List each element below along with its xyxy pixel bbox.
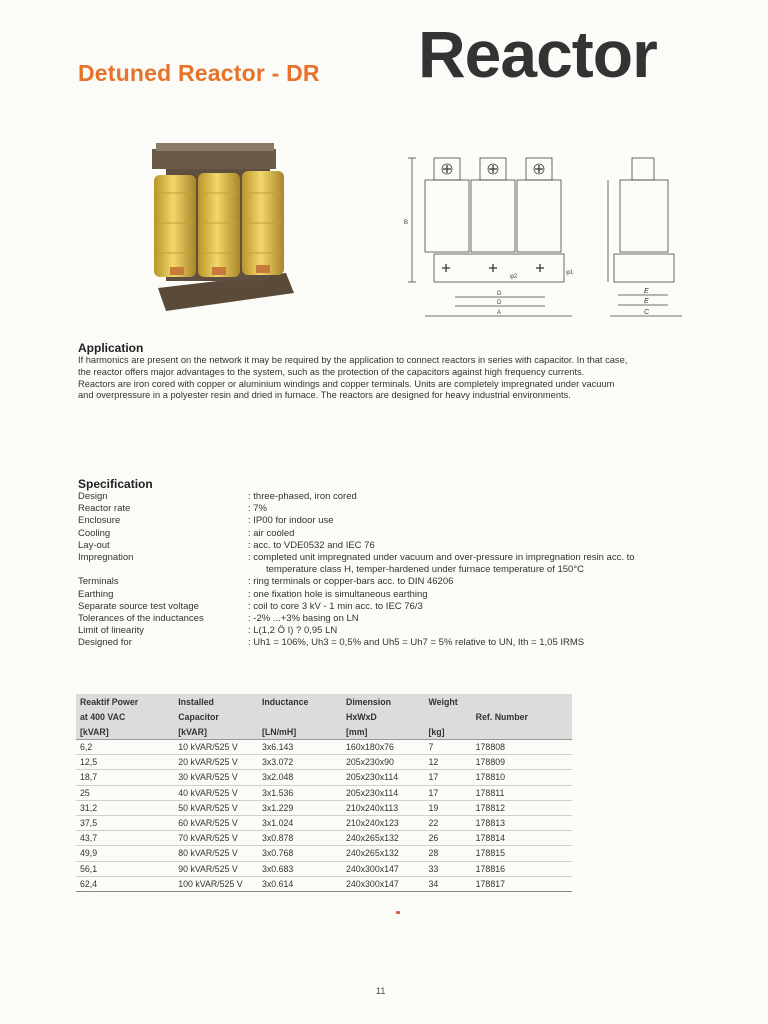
table-header-cell: [mm] xyxy=(342,724,425,740)
table-cell: 33 xyxy=(424,861,471,876)
table-cell: 22 xyxy=(424,815,471,830)
spec-row xyxy=(78,515,698,527)
table-cell: 205x230x114 xyxy=(342,770,425,785)
spec-value-text: : ring terminals or copper-bars acc. to DIN 46206 xyxy=(248,576,454,588)
table-cell: 3x0.768 xyxy=(258,846,342,861)
table-cell: 56,1 xyxy=(76,861,174,876)
table-cell: 26 xyxy=(424,831,471,846)
table-cell: 3x1.536 xyxy=(258,785,342,800)
product-table xyxy=(76,694,572,892)
spec-value xyxy=(248,515,698,527)
spec-label: Separate source test voltage xyxy=(78,600,199,612)
spec-value-text: : acc. to VDE0532 and IEC 76 xyxy=(248,539,375,551)
spec-value xyxy=(248,503,698,515)
dim-d-label: D xyxy=(497,291,502,297)
spec-value xyxy=(248,540,698,552)
spec-label: Enclosure xyxy=(78,515,121,527)
table-row xyxy=(76,755,572,770)
table-cell: 178811 xyxy=(472,785,572,800)
spec-value-text: : coil to core 3 kV - 1 min acc. to IEC 76/3 xyxy=(248,600,423,612)
table-header-cell xyxy=(472,724,572,740)
table-cell: 28 xyxy=(424,846,471,861)
spec-label: Design xyxy=(78,491,108,502)
table-header-row xyxy=(76,709,572,724)
table-cell: 30 kVAR/525 V xyxy=(174,770,258,785)
spec-row xyxy=(78,576,698,588)
spec-row xyxy=(78,589,698,601)
table-cell: 178809 xyxy=(472,755,572,770)
front-view-drawing xyxy=(400,150,580,325)
table-cell: 20 kVAR/525 V xyxy=(174,755,258,770)
table-row xyxy=(76,846,572,861)
table-header-row xyxy=(76,694,572,709)
table-row xyxy=(76,800,572,815)
spec-row xyxy=(78,613,698,625)
table-cell: 205x230x90 xyxy=(342,755,425,770)
spec-value-text: : 7% xyxy=(248,503,268,515)
table-cell: 50 kVAR/525 V xyxy=(174,800,258,815)
spec-value-text: : one fixation hole is simultaneous earthing xyxy=(248,588,428,600)
table-row xyxy=(76,740,572,755)
spec-value xyxy=(248,613,698,625)
table-header-cell: [kVAR] xyxy=(174,724,258,740)
table-row xyxy=(76,770,572,785)
spec-value xyxy=(248,552,698,576)
dim-e2-label: E xyxy=(644,298,649,305)
table-cell: 3x3.072 xyxy=(258,755,342,770)
table-header-cell: Inductance xyxy=(258,694,342,709)
dim-d2-label: D xyxy=(497,300,502,306)
application-line: If harmonics are present on the network it may be required by the application to connect reactors in series with capacitor. In that case, xyxy=(78,355,628,365)
table-row xyxy=(76,831,572,846)
dim-a-label: A xyxy=(497,310,502,316)
application-heading: Application xyxy=(78,341,144,355)
table-header-row xyxy=(76,724,572,740)
spec-value-text: : completed unit impregnated under vacuum and over-pressure in impregnation resin acc. to xyxy=(248,552,635,564)
table-header-cell: [LN/mH] xyxy=(258,724,342,740)
spec-value-text: : L(1,2 Ö I) ? 0,95 LN xyxy=(248,625,338,637)
application-line: Reactors are iron cored with copper or aluminium windings and copper terminals. Units are completely impregnated under vacuum xyxy=(78,378,615,389)
spec-row xyxy=(78,637,698,649)
table-cell: 3x1.229 xyxy=(258,800,342,815)
spec-value-continuation: temperature class H, temper-hardened under furnace temperature of 150°C xyxy=(266,564,584,576)
table-header-cell: Ref. Number xyxy=(472,709,572,724)
application-line: the reactor offers major advantages to the system, such as the protection of the capacitors against high frequency currents. xyxy=(78,366,585,377)
application-line: and overpressure in a polyester resin and dried in furnace. The reactors are designed for heavy industrial environments. xyxy=(78,390,571,401)
table-row xyxy=(76,861,572,876)
spec-value xyxy=(248,528,698,540)
table-cell: 240x265x132 xyxy=(342,846,425,861)
coil-left xyxy=(154,175,196,277)
table-cell: 12 xyxy=(424,755,471,770)
table-cell: 17 xyxy=(424,770,471,785)
spec-label: Earthing xyxy=(78,588,114,600)
spec-label: Designed for xyxy=(78,637,132,649)
table-cell: 31,2 xyxy=(76,800,174,815)
table-cell: 40 kVAR/525 V xyxy=(174,785,258,800)
table-header-cell: Weight xyxy=(424,694,471,709)
table-cell: 49,9 xyxy=(76,846,174,861)
spec-label: Tolerances of the inductances xyxy=(78,613,204,625)
spec-value xyxy=(248,625,698,637)
table-cell: 62,4 xyxy=(76,876,174,891)
table-cell: 43,7 xyxy=(76,831,174,846)
table-cell: 12,5 xyxy=(76,755,174,770)
table-header-cell: [kg] xyxy=(424,724,471,740)
table-cell: 7 xyxy=(424,740,471,755)
table-cell: 240x300x147 xyxy=(342,876,425,891)
spec-value xyxy=(248,601,698,613)
product-subtitle: Detuned Reactor - DR xyxy=(78,60,320,86)
table-cell: 240x300x147 xyxy=(342,861,425,876)
table-row xyxy=(76,876,572,891)
table-cell: 6,2 xyxy=(76,740,174,755)
spec-row xyxy=(78,552,698,576)
table-cell: 210x240x113 xyxy=(342,800,425,815)
table-cell: 10 kVAR/525 V xyxy=(174,740,258,755)
dim-phi1-label: φ1 xyxy=(566,270,574,276)
table-cell: 19 xyxy=(424,800,471,815)
table-cell: 90 kVAR/525 V xyxy=(174,861,258,876)
spec-value-text: : IP00 for indoor use xyxy=(248,515,334,527)
table-header-cell xyxy=(424,709,471,724)
table-cell: 3x1.024 xyxy=(258,815,342,830)
specification-heading: Specification xyxy=(78,477,153,491)
table-cell: 100 kVAR/525 V xyxy=(174,876,258,891)
table-cell: 178810 xyxy=(472,770,572,785)
table-cell: 37,5 xyxy=(76,815,174,830)
table-cell: 25 xyxy=(76,785,174,800)
spec-value-text: : three-phased, iron cored xyxy=(248,491,357,502)
spec-value xyxy=(248,576,698,588)
table-header-cell: Capacitor xyxy=(174,709,258,724)
stray-mark xyxy=(396,911,400,914)
table-header-cell xyxy=(258,709,342,724)
page-number: 11 xyxy=(376,986,386,996)
spec-row xyxy=(78,625,698,637)
spec-label: Limit of linearity xyxy=(78,625,144,637)
spec-label: Reactor rate xyxy=(78,503,131,515)
table-cell: 3x0.878 xyxy=(258,831,342,846)
table-header-cell: HxWxD xyxy=(342,709,425,724)
table-cell: 210x240x123 xyxy=(342,815,425,830)
table-cell: 178817 xyxy=(472,876,572,891)
spec-row xyxy=(78,528,698,540)
spec-value xyxy=(248,637,698,649)
table-cell: 205x230x114 xyxy=(342,785,425,800)
table-cell: 3x0.683 xyxy=(258,861,342,876)
table-cell: 178815 xyxy=(472,846,572,861)
dim-c-label: C xyxy=(644,309,650,316)
table-cell: 80 kVAR/525 V xyxy=(174,846,258,861)
table-header-cell xyxy=(472,694,572,709)
side-view-drawing xyxy=(600,150,690,325)
table-cell: 3x2.048 xyxy=(258,770,342,785)
spec-label: Terminals xyxy=(78,576,119,588)
coil-right xyxy=(242,171,284,275)
application-text xyxy=(78,355,698,402)
dim-b-label: B xyxy=(404,220,409,226)
table-cell: 34 xyxy=(424,876,471,891)
table-cell: 3x6.143 xyxy=(258,740,342,755)
table-cell: 160x180x76 xyxy=(342,740,425,755)
table-cell: 70 kVAR/525 V xyxy=(174,831,258,846)
table-cell: 240x265x132 xyxy=(342,831,425,846)
table-row xyxy=(76,815,572,830)
spec-label: Lay-out xyxy=(78,539,110,551)
table-cell: 17 xyxy=(424,785,471,800)
brand-title: Reactor xyxy=(418,17,657,91)
reactor-photo xyxy=(146,143,296,318)
spec-row xyxy=(78,540,698,552)
spec-value xyxy=(248,491,698,503)
spec-value-text: : -2% ...+3% basing on LN xyxy=(248,613,359,625)
table-cell: 3x0.614 xyxy=(258,876,342,891)
coil-middle xyxy=(198,173,240,277)
table-header-cell: Reaktif Power xyxy=(76,694,174,709)
table-cell: 178808 xyxy=(472,740,572,755)
specification-list xyxy=(78,491,698,650)
spec-value-text: : air cooled xyxy=(248,527,295,539)
dim-phi2-label: φ2 xyxy=(510,274,518,280)
spec-label: Cooling xyxy=(78,527,111,539)
table-header-cell: Dimension xyxy=(342,694,425,709)
table-cell: 178812 xyxy=(472,800,572,815)
table-cell: 178813 xyxy=(472,815,572,830)
table-cell: 178814 xyxy=(472,831,572,846)
table-header-cell: at 400 VAC xyxy=(76,709,174,724)
spec-row xyxy=(78,601,698,613)
table-cell: 18,7 xyxy=(76,770,174,785)
spec-label: Impregnation xyxy=(78,552,134,564)
spec-row xyxy=(78,503,698,515)
spec-row xyxy=(78,491,698,503)
table-header-cell: [kVAR] xyxy=(76,724,174,740)
table-header-cell: Installed xyxy=(174,694,258,709)
table-cell: 60 kVAR/525 V xyxy=(174,815,258,830)
table-row xyxy=(76,785,572,800)
spec-value xyxy=(248,589,698,601)
dim-e-label: E xyxy=(644,288,649,295)
table-cell: 178816 xyxy=(472,861,572,876)
spec-value-text: : Uh1 = 106%, Uh3 = 0,5% and Uh5 = Uh7 = 5% relative to UN, Ith = 1,05 IRMS xyxy=(248,637,585,649)
